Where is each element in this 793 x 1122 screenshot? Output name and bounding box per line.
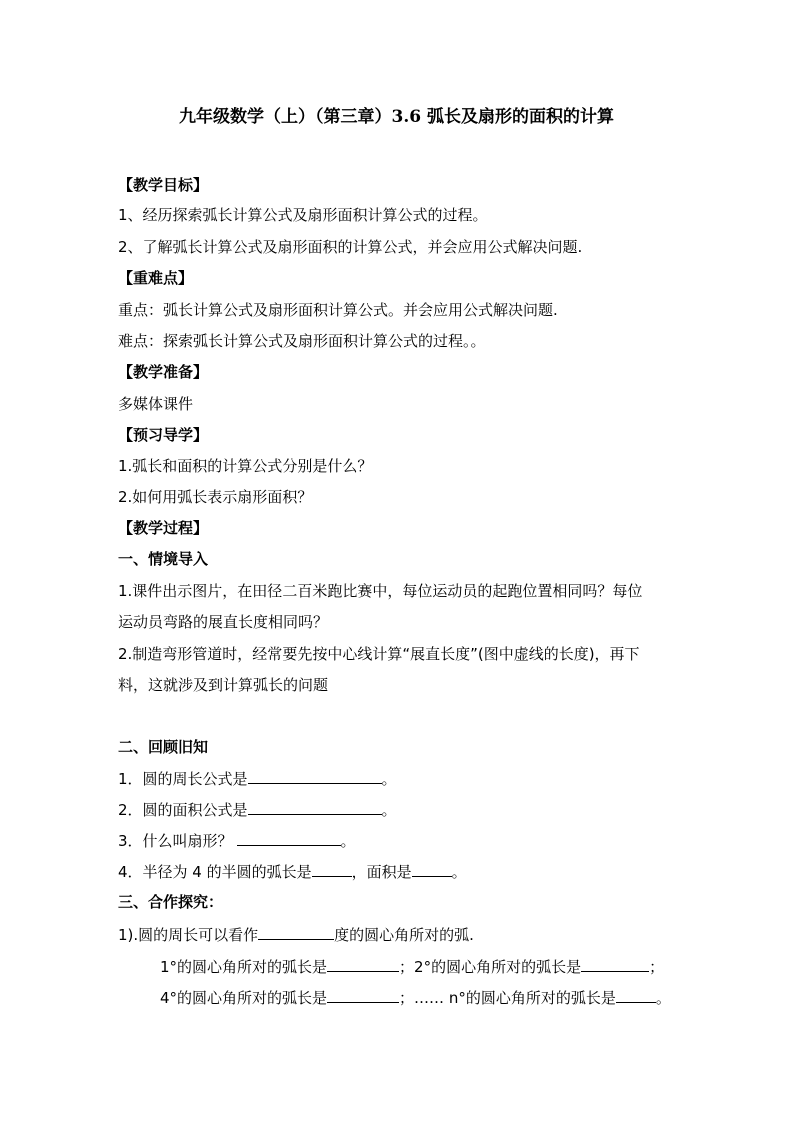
section2-heading: 二、回顾旧知 — [118, 738, 209, 756]
objectives-heading: 【教学目标】 — [118, 176, 209, 194]
key-points-heading: 【重难点】 — [118, 269, 194, 287]
answer-blank[interactable] — [616, 987, 656, 1003]
review-question-1 — [118, 768, 397, 789]
preview-item-1: 1.弧长和面积的计算公式分别是什么？ — [118, 457, 373, 475]
review-question-4 — [118, 861, 467, 882]
question-text: ；2°的圆心角所对的弧长是 — [399, 958, 582, 976]
answer-blank[interactable] — [312, 861, 352, 877]
question-text: 4°的圆心角所对的弧长是 — [160, 989, 328, 1007]
answer-blank[interactable] — [237, 830, 341, 846]
section1-line-3: 2.制造弯形管道时，经常要先按中心线计算“展直长度”(图中虚线的长度)，再下 — [118, 645, 640, 663]
question-text: 1).圆的周长可以看作 — [118, 926, 259, 944]
explore-row-2 — [160, 987, 671, 1008]
process-heading: 【教学过程】 — [118, 519, 209, 537]
question-text: 4．半径为 4 的半圆的弧长是 — [118, 863, 312, 881]
preparation-heading: 【教学准备】 — [118, 363, 209, 381]
section1-line-4: 料，这就涉及到计算弧长的问题 — [118, 676, 329, 694]
answer-blank[interactable] — [412, 861, 452, 877]
section1-line-1: 1.课件出示图片，在田径二百米跑比赛中，每位运动员的起跑位置相同吗？每位 — [118, 582, 643, 600]
question-text: 2．圆的面积公式是 — [118, 801, 248, 819]
key-point-item-2: 难点：探索弧长计算公式及扇形面积计算公式的过程。。 — [118, 332, 486, 350]
question-end: 。 — [381, 801, 397, 819]
question-end: ； — [649, 958, 665, 976]
section3-heading: 三、合作探究： — [118, 893, 224, 911]
review-question-2 — [118, 799, 397, 820]
preparation-item-1: 多媒体课件 — [118, 395, 194, 413]
question-end: 。 — [340, 832, 356, 850]
question-text: ，面积是 — [351, 863, 412, 881]
section1-line-2: 运动员弯路的展直长度相同吗？ — [118, 613, 329, 631]
preview-item-2: 2.如何用弧长表示扇形面积？ — [118, 488, 313, 506]
question-end: 。 — [381, 770, 397, 788]
page-title: 九年级数学（上）（第三章）3.6 弧长及扇形的面积的计算 — [179, 107, 614, 127]
question-end: 。 — [655, 989, 671, 1007]
explore-question-1 — [118, 924, 474, 945]
question-end: 度的圆心角所对的弧. — [334, 926, 474, 944]
question-text: ；…… n°的圆心角所对的弧长是 — [399, 989, 616, 1007]
review-question-3 — [118, 830, 356, 851]
explore-row-1 — [160, 956, 664, 977]
answer-blank[interactable] — [248, 799, 382, 815]
answer-blank[interactable] — [248, 768, 382, 784]
objective-item-2: 2、了解弧长计算公式及扇形面积的计算公式，并会应用公式解决问题. — [118, 238, 583, 256]
question-end: 。 — [451, 863, 467, 881]
question-text: 3．什么叫扇形？ — [118, 832, 233, 850]
answer-blank[interactable] — [327, 987, 399, 1003]
answer-blank[interactable] — [581, 956, 649, 972]
section1-heading: 一、情境导入 — [118, 550, 209, 568]
question-text: 1°的圆心角所对的弧长是 — [160, 958, 328, 976]
answer-blank[interactable] — [327, 956, 399, 972]
preview-heading: 【预习导学】 — [118, 426, 209, 444]
objective-item-1: 1、经历探索弧长计算公式及扇形面积计算公式的过程。 — [118, 206, 488, 224]
key-point-item-1: 重点：弧长计算公式及扇形面积计算公式。并会应用公式解决问题. — [118, 301, 558, 319]
question-text: 1．圆的周长公式是 — [118, 770, 248, 788]
answer-blank[interactable] — [258, 924, 334, 940]
